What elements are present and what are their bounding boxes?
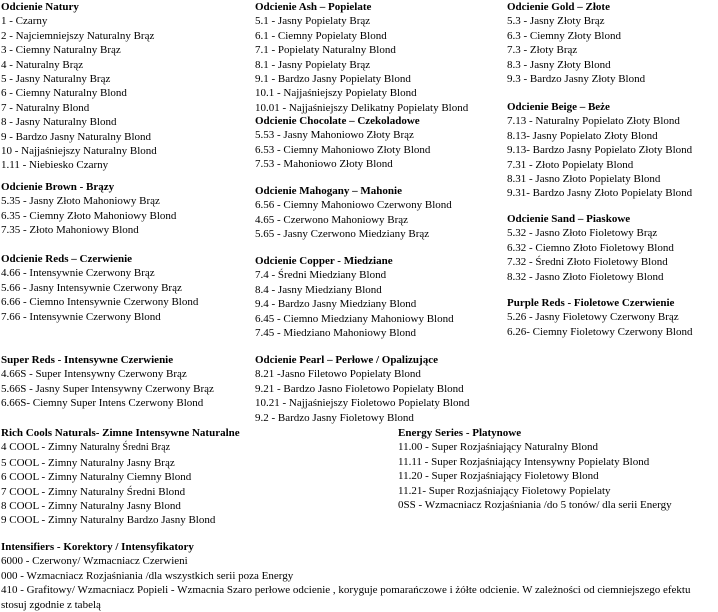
list-item: 8.13- Jasny Popielato Złoty Blond [507, 129, 658, 142]
list-item: 7.3 - Złoty Brąz [507, 44, 578, 57]
list-item: 4.66 - Intensywnie Czerwony Brąz [1, 267, 155, 280]
list-item: 8.4 - Jasny Miedziany Blond [255, 283, 382, 296]
list-item: 2 - Najciemniejszy Naturalny Brąz [1, 29, 155, 42]
list-item: 5.35 - Jasny Złoto Mahoniowy Brąz [1, 195, 160, 208]
list-item: 7 - Naturalny Blond [1, 101, 90, 114]
section-title: Rich Cools Naturals- Zimne Intensywne Naturalne [1, 427, 240, 439]
list-item: 5.32 - Jasno Złoto Fioletowy Brąz [507, 227, 658, 240]
list-item: 1 - Czarny [1, 15, 48, 28]
list-item: 9.4 - Bardzo Jasny Miedziany Blond [255, 298, 417, 311]
section-title: Odcienie Sand – Piaskowe [507, 213, 631, 225]
list-item: 5.53 - Jasny Mahoniowo Złoty Brąz [255, 129, 414, 142]
list-item: 7.66 - Intensywnie Czerwony Blond [1, 310, 161, 323]
list-item: 7.32 - Średni Złoto Fioletowy Blond [507, 256, 668, 269]
list-item: 4.65 - Czerwono Mahoniowy Brąz [255, 213, 409, 226]
list-item: 3 - Ciemny Naturalny Brąz [1, 44, 121, 57]
list-item: 6.3 - Ciemny Złoty Blond [507, 29, 621, 42]
list-item: 6.45 - Ciemno Miedziany Mahoniowy Blond [255, 312, 454, 325]
list-item: 6.56 - Ciemny Mahoniowo Czerwony Blond [255, 199, 452, 212]
list-item: 7.1 - Popielaty Naturalny Blond [255, 44, 396, 57]
section-title: Odcienie Mahogany – Mahonie [255, 185, 402, 197]
section-chocolate [255, 114, 430, 172]
list-item: 5 - Jasny Naturalny Brąz [1, 73, 111, 86]
section-natury [1, 0, 157, 173]
list-item: 10 - Najjaśniejszy Naturalny Blond [1, 145, 157, 158]
section-title: Super Reds - Intensywne Czerwienie [1, 354, 174, 366]
section-title: Energy Series - Platynowe [398, 427, 522, 439]
list-item: 6.1 - Ciemny Popielaty Blond [255, 29, 387, 42]
list-item: 000 - Wzmacniacz Rozjaśniania /dla wszystkich serii poza Energy [1, 569, 294, 582]
section-title: Odcienie Pearl – Perłowe / Opalizujące [255, 354, 438, 366]
section-reds [1, 252, 198, 324]
section-title: Odcienie Ash – Popielate [255, 1, 372, 13]
section-rich-cools [1, 426, 240, 528]
section-intensifiers [1, 540, 715, 612]
section-title: Odcienie Gold – Złote [507, 1, 610, 13]
list-item: 6.26- Ciemny Fioletowy Czerwony Blond [507, 325, 693, 338]
list-item-prefix: 4 COOL - Zimny [1, 441, 81, 454]
section-title: Odcienie Chocolate – Czekoladowe [255, 115, 420, 127]
list-item: 9.13- Bardzo Jasny Popielato Złoty Blond [507, 144, 693, 157]
section-title: Odcienie Natury [1, 1, 79, 13]
list-item: 10.01 - Najjaśniejszy Delikatny Popielaty Blond [255, 101, 469, 114]
section-mahogany [255, 184, 452, 242]
section-pearl [255, 353, 469, 425]
section-purple-reds [507, 296, 692, 339]
list-item: 7.4 - Średni Miedziany Blond [255, 269, 387, 282]
list-item: 6000 - Czerwony/ Wzmacniacz Czerwieni [1, 555, 188, 568]
section-energy [398, 426, 672, 512]
list-item: 6 COOL - Zimny Naturalny Ciemny Blond [1, 471, 192, 484]
list-item: 8.31 - Jasno Złoto Popielaty Blond [507, 173, 661, 186]
list-item: 6.66 - Ciemno Intensywnie Czerwony Blond [1, 296, 199, 309]
list-item: 6.66S- Ciemny Super Intens Czerwony Blond [1, 397, 204, 410]
section-sand [507, 212, 674, 284]
list-item: 8.21 -Jasno Filetowo Popielaty Blond [255, 368, 421, 381]
list-item: 7.53 - Mahoniowo Złoty Blond [255, 158, 393, 171]
list-item: 6.35 - Ciemny Złoto Mahoniowy Blond [1, 209, 177, 222]
list-item: 9 COOL - Zimny Naturalny Bardzo Jasny Blond [1, 514, 216, 527]
section-beige [507, 100, 692, 201]
list-item: 5.65 - Jasny Czerwono Miedziany Brąz [255, 228, 430, 241]
list-item: 1.11 - Niebiesko Czarny [1, 159, 109, 172]
list-item: 7.45 - Miedziano Mahoniowy Blond [255, 327, 417, 340]
section-title: Intensifiers - Korektory / Intensyfikatory [1, 541, 194, 553]
list-item: 5.26 - Jasny Fioletowy Czerwony Brąz [507, 311, 679, 324]
list-item: 8.3 - Jasny Złoty Blond [507, 58, 611, 71]
section-brown [1, 180, 176, 238]
list-item: 11.20 - Super Rozjaśniający Fioletowy Blond [398, 470, 599, 483]
list-item: 6 - Ciemny Naturalny Blond [1, 87, 127, 100]
list-item: 5.66S - Jasny Super Intensywny Czerwony Brąz [1, 382, 214, 395]
list-item: 4.66S - Super Intensywny Czerwony Brąz [1, 368, 187, 381]
list-item: 7 COOL - Zimny Naturalny Średni Blond [1, 485, 186, 498]
list-item [1, 440, 240, 455]
list-item: 10.1 - Najjaśniejszy Popielaty Blond [255, 87, 417, 100]
section-title: Odcienie Reds – Czerwienie [1, 253, 133, 265]
list-item: 7.35 - Złoto Mahoniowy Blond [1, 224, 139, 237]
list-item: 9.31- Bardzo Jasny Złoto Popielaty Blond [507, 187, 693, 200]
section-gold [507, 0, 645, 86]
list-item: 5.66 - Jasny Intensywnie Czerwony Brąz [1, 281, 182, 294]
list-item: 8 - Jasny Naturalny Blond [1, 116, 117, 129]
list-item: 11.00 - Super Rozjaśniający Naturalny Blond [398, 441, 598, 454]
list-item: 4 - Naturalny Brąz [1, 58, 84, 71]
list-item: 8 COOL - Zimny Naturalny Jasny Blond [1, 500, 181, 513]
list-item: 7.13 - Naturalny Popielato Złoty Blond [507, 115, 680, 128]
section-copper [255, 254, 454, 340]
list-item: 410 - Grafitowy/ Wzmacniacz Popieli - Wzmacnia Szaro perłowe odcienie , koryguje pomarańczowe i żółte odcienie. W zależności od ciemniejszego efektu stosuj zgodnie z tabelą [1, 584, 691, 611]
list-item: 8.1 - Jasny Popielaty Brąz [255, 58, 371, 71]
list-item: 9 - Bardzo Jasny Naturalny Blond [1, 130, 151, 143]
list-item: 5 COOL - Zimny Naturalny Jasny Brąz [1, 456, 175, 469]
section-title: Odcienie Copper - Miedziane [255, 255, 393, 267]
list-item: 9.2 - Bardzo Jasny Fioletowy Blond [255, 411, 414, 424]
list-item: 7.31 - Złoto Popielaty Blond [507, 158, 634, 171]
list-item: 9.1 - Bardzo Jasny Popielaty Blond [255, 73, 411, 86]
list-item: 11.11 - Super Rozjaśniający Intensywny Popielaty Blond [398, 455, 650, 468]
list-item: 5.3 - Jasny Złoty Brąz [507, 15, 605, 28]
list-item: 5.1 - Jasny Popielaty Brąz [255, 15, 371, 28]
section-super-reds [1, 353, 214, 411]
list-item: 8.32 - Jasno Złoto Fioletowy Blond [507, 270, 664, 283]
list-item: 11.21- Super Rozjaśniający Fioletowy Popielaty [398, 484, 611, 497]
section-ash [255, 0, 468, 115]
list-item: 0SS - Wzmacniacz Rozjaśniania /do 5 tonów/ dla serii Energy [398, 499, 672, 512]
list-item-small-text: Naturalny Średni Brąz [80, 442, 171, 454]
list-item: 9.21 - Bardzo Jasno Fioletowo Popielaty Blond [255, 382, 464, 395]
section-title: Odcienie Brown - Brązy [1, 181, 115, 193]
list-item: 6.53 - Ciemny Mahoniowo Złoty Blond [255, 143, 431, 156]
list-item: 10.21 - Najjaśniejszy Fioletowo Popielaty Blond [255, 397, 470, 410]
section-title: Purple Reds - Fioletowe Czerwienie [507, 297, 675, 309]
section-title: Odcienie Beige – Beże [507, 101, 610, 113]
list-item: 9.3 - Bardzo Jasny Złoty Blond [507, 73, 646, 86]
list-item: 6.32 - Ciemno Złoto Fioletowy Blond [507, 241, 674, 254]
